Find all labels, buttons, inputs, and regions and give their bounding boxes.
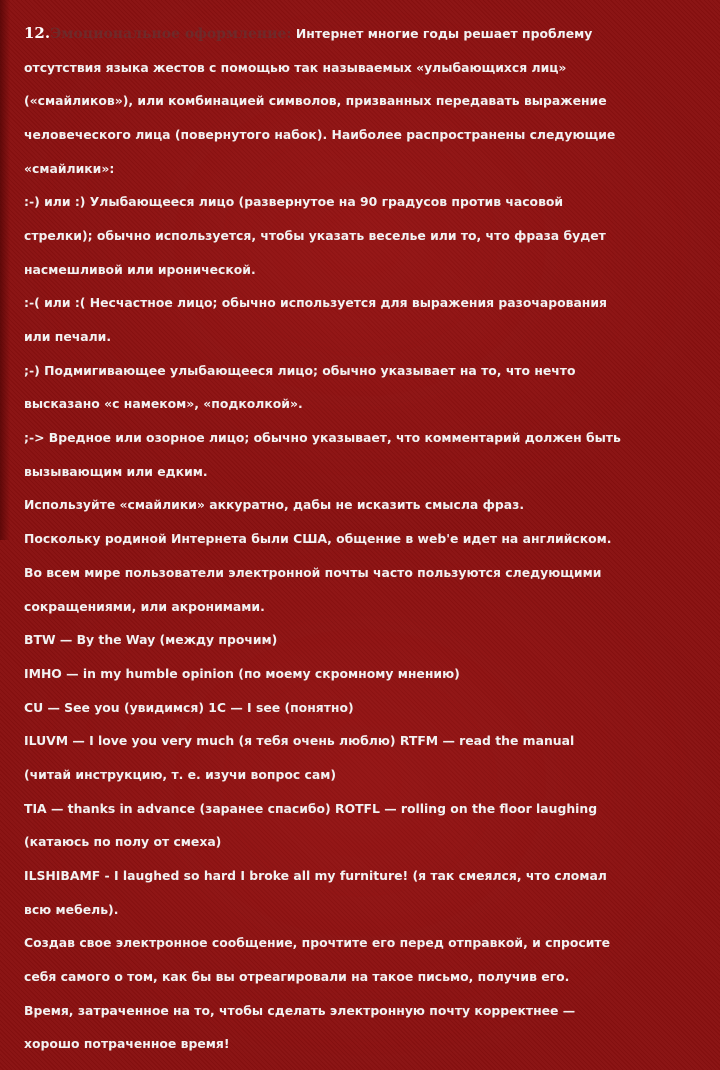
body-line: или печали. [24, 329, 112, 345]
body-line: Поскольку родиной Интернета были США, общение в web'e идет на английском. [24, 531, 612, 547]
body-line: Создав свое электронное сообщение, прочтите его перед отправкой, и спросите [24, 935, 611, 951]
body-line: ;-) Подмигивающее улыбающееся лицо; обычно указывает на то, что нечто [24, 362, 576, 378]
body-line: высказано «с намеком», «подколкой». [24, 396, 303, 412]
body-line: (катаюсь по полу от смеха) [24, 834, 222, 850]
body-line: TIA — thanks in advance (заранее спасибо) ROTFL — rolling on the floor laughing [24, 800, 598, 816]
body-line: IMHO — in my humble opinion (по моему скромному мнению) [24, 665, 460, 681]
body-line: (читай инструкцию, т. е. изучи вопрос сам) [24, 766, 336, 782]
body-line: ILUVM — I love you very much (я тебя очень люблю) RTFM — read the manual [24, 733, 575, 749]
body-line: :-) или :) Улыбающееся лицо (развернутое на 90 градусов против часовой [24, 194, 564, 210]
body-line: Во всем мире пользователи электронной почты часто пользуются следующими [24, 564, 602, 580]
body-line: ILSHIBAMF - I laughed so hard I broke all my furniture! (я так смеялся, что сломал [24, 868, 607, 884]
body-line: :-( или :( Несчастное лицо; обычно используется для выражения разочарования [24, 295, 608, 311]
heading-title: Эмоциональное оформление: [50, 25, 292, 42]
body-line: отсутствия языка жестов с помощью так называемых «улыбающихся лиц» [24, 59, 567, 75]
heading-line-text: Интернет многие годы решает проблему [291, 25, 593, 41]
body-line: сокращениями, или акронимами. [24, 598, 265, 614]
body-line: («смайликов»), или комбинацией символов, призванных передавать выражение [24, 93, 607, 109]
body-line: CU — See you (увидимся) 1C — I see (понятно) [24, 699, 354, 715]
body-line: насмешливой или иронической. [24, 261, 256, 277]
body-line: BTW — By the Way (между прочим) [24, 632, 278, 648]
decorative-edge [0, 0, 10, 540]
heading-number: 12. [24, 23, 51, 42]
heading-line [24, 25, 714, 43]
body-line: ;-> Вредное или озорное лицо; обычно указывает, что комментарий должен быть [24, 430, 621, 446]
slide-body [24, 8, 714, 1070]
body-line: хорошо потраченное время! [24, 1036, 230, 1052]
body-line: всю мебель). [24, 901, 119, 917]
body-line: «смайлики»: [24, 160, 115, 176]
body-line: стрелки); обычно используется, чтобы указать веселье или то, что фраза будет [24, 227, 606, 243]
body-line: человеческого лица (повернутого набок). Наиболее распространены следующие [24, 126, 616, 142]
body-line: вызывающим или едким. [24, 463, 208, 479]
body-line: Используйте «смайлики» аккуратно, дабы не исказить смысла фраз. [24, 497, 525, 513]
body-line: Время, затраченное на то, чтобы сделать электронную почту корректнее — [24, 1002, 576, 1018]
body-line: себя самого о том, как бы вы отреагировали на такое письмо, получив его. [24, 969, 570, 985]
